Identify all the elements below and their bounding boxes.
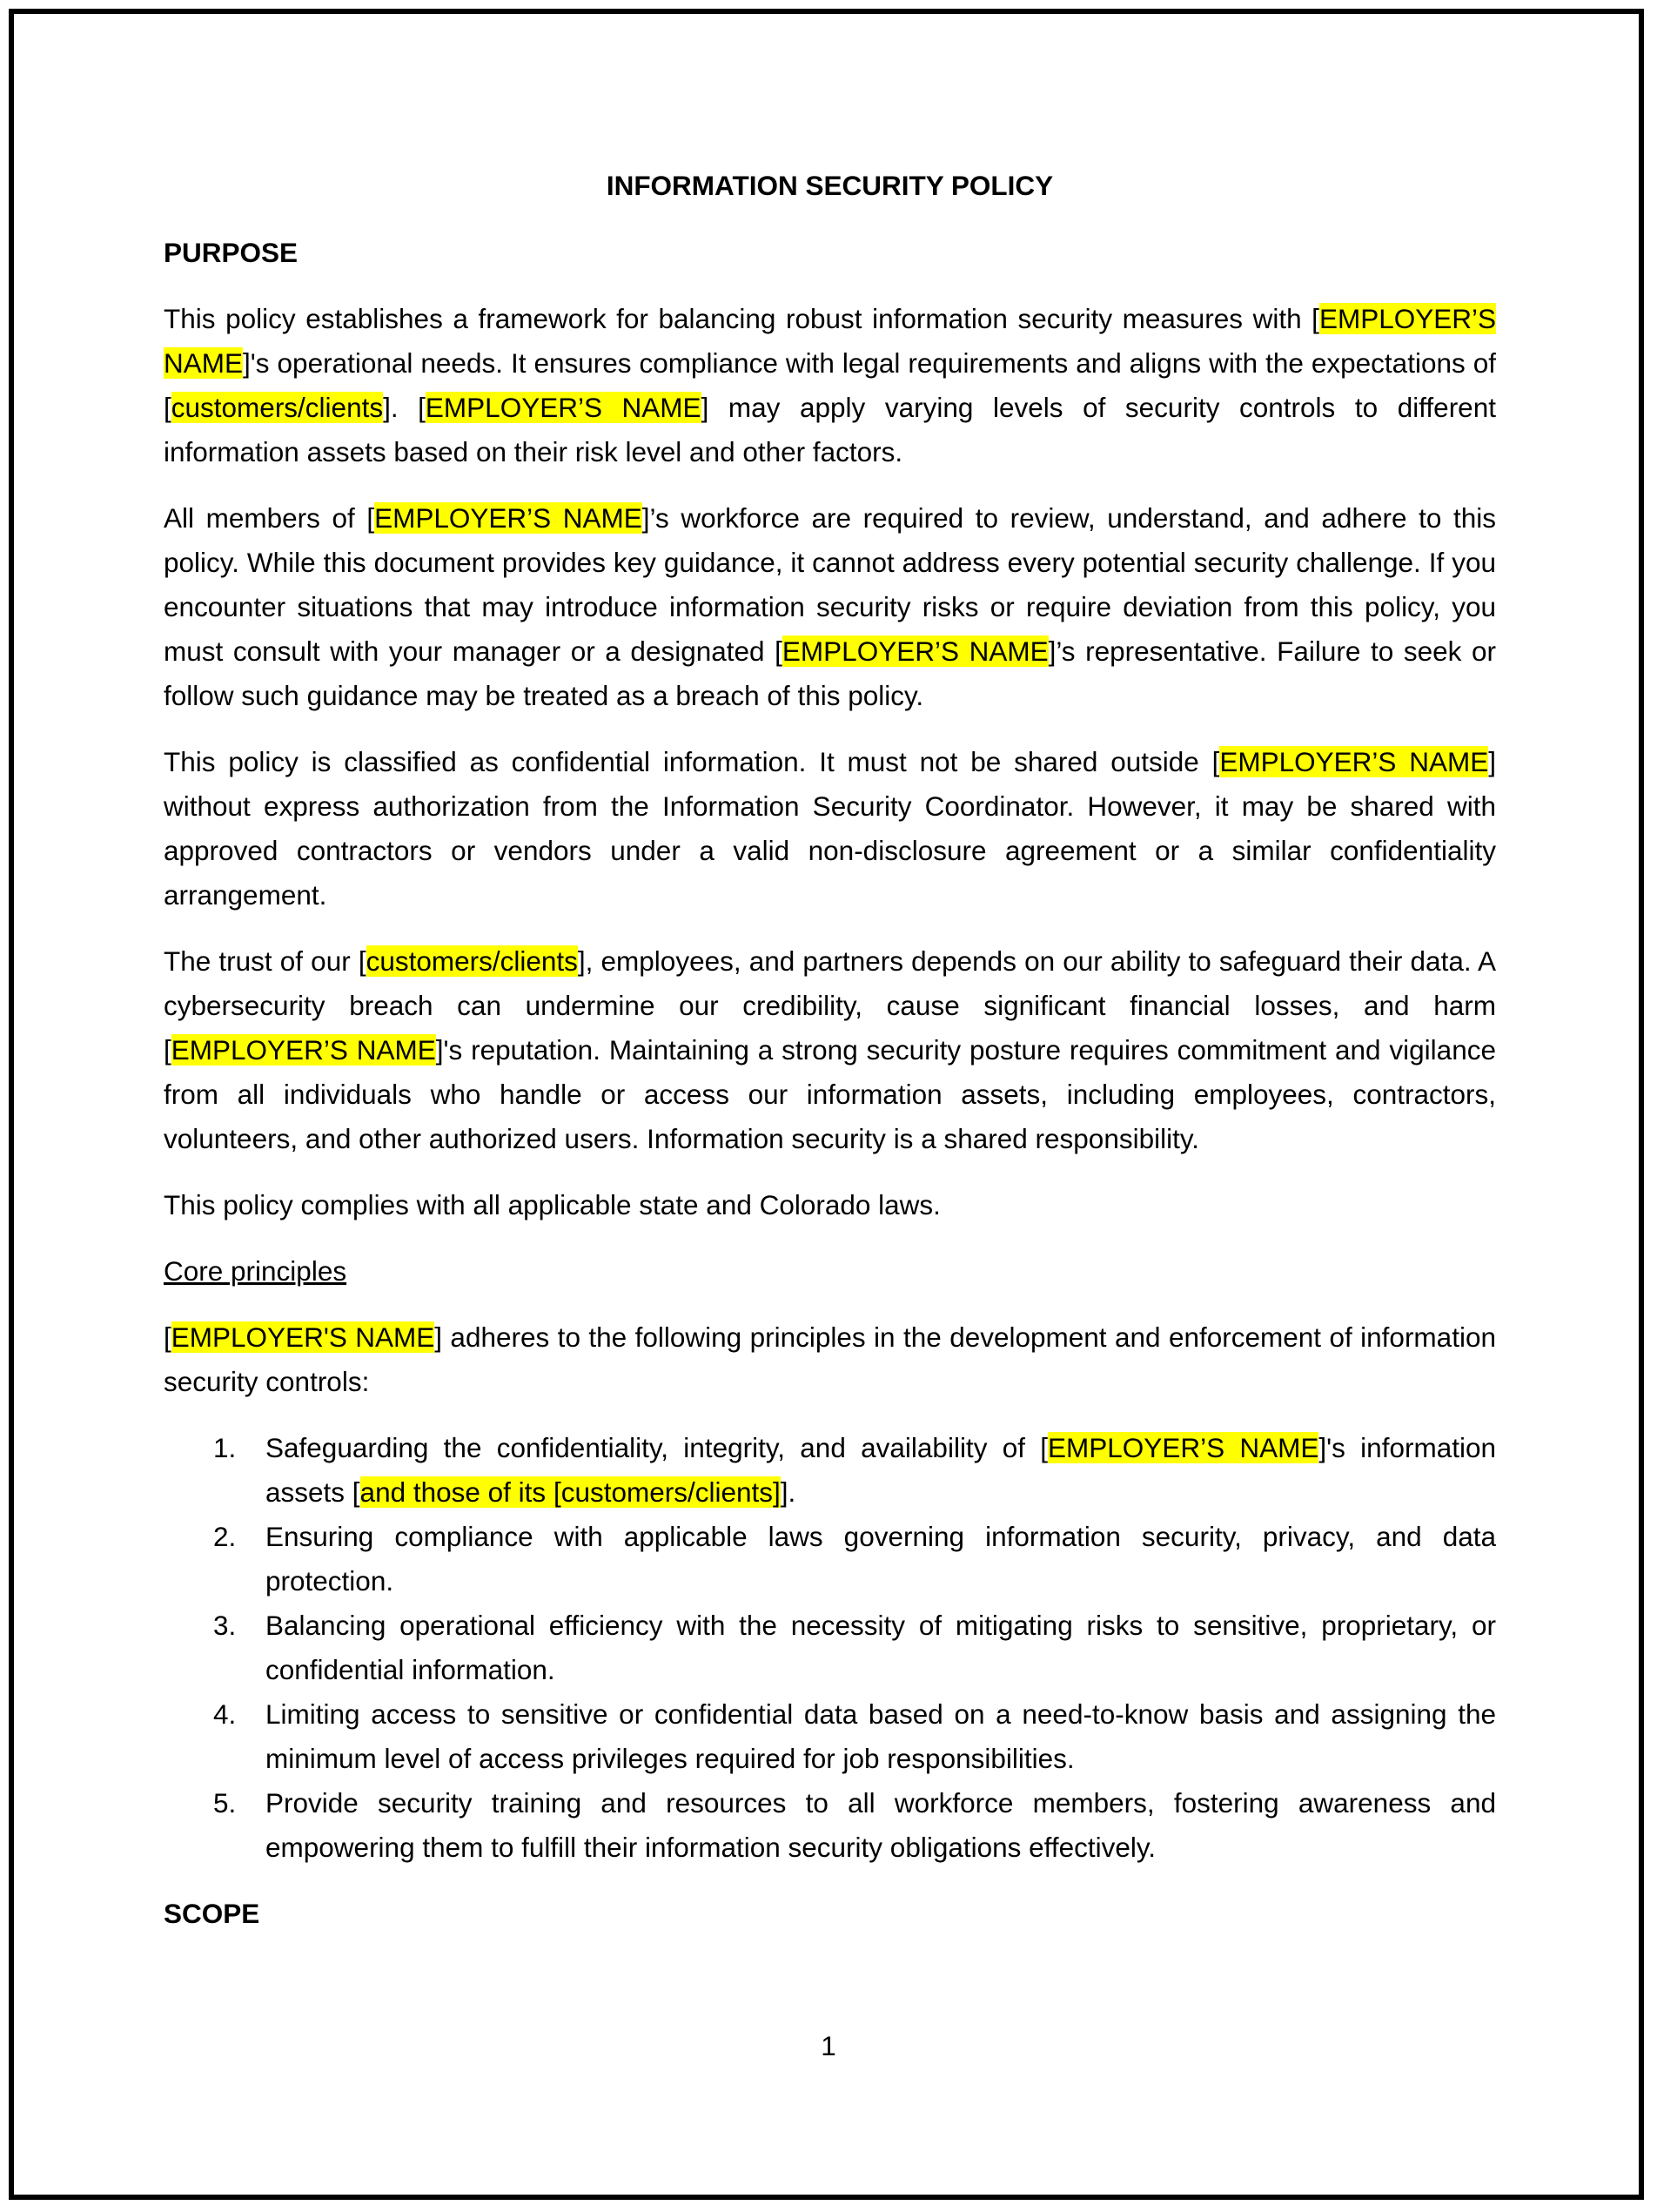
text-run: ] without express authorization from the Information Security Coordinator. However, it may be shared with approved contractors or vendors under a valid non-disclosure agreement or a similar confidentiality arrangement. xyxy=(164,746,1496,911)
placeholder-highlight: EMPLOYER’S NAME xyxy=(425,392,701,423)
placeholder-highlight: EMPLOYER’S NAME xyxy=(1219,746,1489,777)
principles-list xyxy=(164,1426,1496,1870)
text-run: ] may apply varying levels of security controls to different information assets based on their risk level and other factors. xyxy=(164,392,1496,467)
purpose-paragraph-5: This policy complies with all applicable state and Colorado laws. xyxy=(164,1189,941,1220)
list-item xyxy=(213,1426,1497,1515)
purpose-paragraph-4 xyxy=(164,939,1496,1161)
text-run: The trust of our [ xyxy=(164,945,366,977)
list-number: 1. xyxy=(213,1432,237,1463)
list-item-text: Limiting access to sensitive or confidential data based on a need-to-know basis and assigning the minimum level of access privileges required for job responsibilities. xyxy=(265,1698,1496,1774)
text-run: This policy is classified as confidential information. It must not be shared outside [ xyxy=(164,746,1220,777)
purpose-paragraph-1 xyxy=(164,297,1496,474)
text-run: All members of [ xyxy=(164,502,375,534)
purpose-paragraph-3 xyxy=(164,740,1496,918)
list-number: 4. xyxy=(213,1698,237,1730)
text-run: ]. xyxy=(780,1476,796,1508)
placeholder-highlight: EMPLOYER’S NAME xyxy=(171,1034,436,1066)
placeholder-highlight: EMPLOYER'S NAME xyxy=(171,1321,435,1353)
list-item-text: Balancing operational efficiency with the necessity of mitigating risks to sensitive, proprietary, or confidential information. xyxy=(265,1610,1496,1685)
text-run: Safeguarding the confidentiality, integrity, and availability of [ xyxy=(265,1432,1049,1463)
core-principles-intro xyxy=(164,1315,1496,1404)
list-item xyxy=(213,1692,1496,1781)
text-run: ], employees, and partners depends on our ability to safeguard their data. A cybersecurity breach can undermine our credibility, cause significant financial losses, and harm [ xyxy=(164,945,1496,1066)
purpose-paragraph-2 xyxy=(164,496,1496,718)
list-item-text: Ensuring compliance with applicable laws governing information security, privacy, and data protection. xyxy=(265,1521,1496,1597)
page-number: 1 xyxy=(821,2030,836,2061)
text-run: ]. [ xyxy=(383,392,426,423)
core-principles-heading: Core principles xyxy=(164,1255,347,1287)
text-run: ]’s workforce are required to review, understand, and adhere to this policy. While this document provides key guidance, it cannot address every potential security challenge. If you encounter situations that may introduce information security risks or require deviation from this policy, you must consult with your manager or a designated [ xyxy=(164,502,1496,667)
text-run: This policy establishes a framework for balancing robust information security measures with [ xyxy=(164,303,1319,334)
purpose-heading: PURPOSE xyxy=(164,237,299,268)
document-title: INFORMATION SECURITY POLICY xyxy=(606,170,1054,201)
text-run: ]’s representative. Failure to seek or follow such guidance may be treated as a breach of this policy. xyxy=(164,635,1497,711)
list-item-text: Provide security training and resources to all workforce members, fostering awareness and empowering them to fulfill their information security obligations effectively. xyxy=(265,1787,1496,1863)
list-item xyxy=(213,1781,1496,1870)
placeholder-highlight: EMPLOYER’S NAME xyxy=(782,635,1049,667)
text-run: ]'s reputation. Maintaining a strong security posture requires commitment and vigilance from all individuals who handle or access our information assets, including employees, contractors, volunteers, and other authorized users. Information security is a shared responsibility. xyxy=(164,1034,1496,1154)
text-run: ]'s operational needs. It ensures compliance with legal requirements and aligns with the expectations of [ xyxy=(164,347,1496,423)
list-number: 3. xyxy=(213,1610,237,1641)
placeholder-highlight: and those of its [customers/clients] xyxy=(359,1476,781,1508)
list-item xyxy=(213,1515,1496,1604)
placeholder-highlight: EMPLOYER’S NAME xyxy=(164,303,1496,379)
list-item xyxy=(213,1604,1496,1692)
list-number: 2. xyxy=(213,1521,237,1552)
placeholder-highlight: customers/clients xyxy=(366,945,578,977)
text-run: [ xyxy=(164,1321,171,1353)
placeholder-highlight: customers/clients xyxy=(171,392,384,423)
scope-heading: SCOPE xyxy=(164,1898,260,1929)
text-run: ]'s information assets [ xyxy=(265,1432,1497,1508)
placeholder-highlight: EMPLOYER’S NAME xyxy=(1048,1432,1319,1463)
list-number: 5. xyxy=(213,1787,237,1819)
placeholder-highlight: EMPLOYER’S NAME xyxy=(374,502,642,534)
text-run: ] adheres to the following principles in the development and enforcement of information security controls: xyxy=(164,1321,1496,1397)
document-body xyxy=(164,164,1496,1958)
